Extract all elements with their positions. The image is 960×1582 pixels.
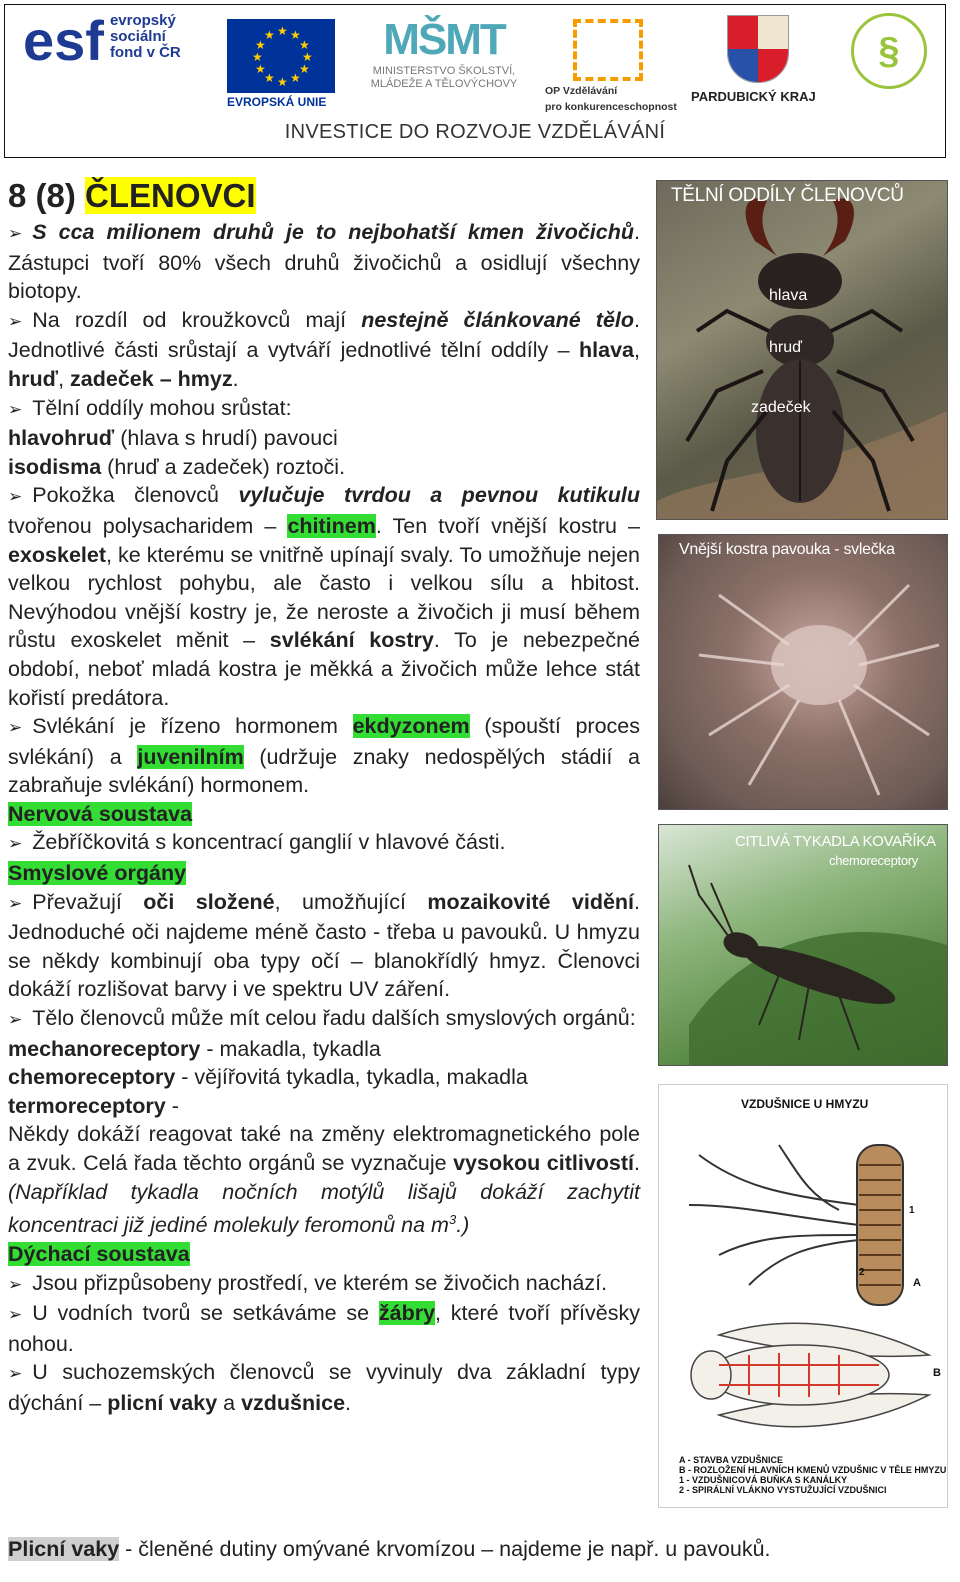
highlighted-term: chitinem [287,513,376,538]
spider-caption: Vnější kostra pavouka - svlečka [679,541,895,558]
paragraph [8,218,640,306]
seal-icon: § [851,13,927,89]
section-heading [8,800,640,829]
arrow-bullet-icon: ➢ [8,893,23,913]
svg-text:★: ★ [252,50,263,64]
beetle-label-abdomen: zadeček [751,399,811,416]
msmt-logo-text-1: MINISTERSTVO ŠKOLSTVÍ, [372,65,516,77]
bold-text: oči složené [143,889,275,914]
op-logo-text-2: pro konkurenceschopnost [545,101,677,113]
paragraph [8,1269,640,1300]
svg-text:★: ★ [290,71,301,85]
beetle-label-thorax: hruď [769,339,802,356]
svg-text:★: ★ [299,62,310,76]
text: Pokožka členovců [32,483,239,508]
paragraph [8,828,640,859]
arrow-bullet-icon: ➢ [8,834,23,854]
svg-text:★: ★ [290,28,301,42]
paragraph [8,888,640,1004]
text: , [634,338,640,363]
trachea-marker-b: B [933,1367,941,1379]
paragraph [8,424,640,453]
svg-text:★: ★ [302,50,313,64]
trachea-marker-2: 2 [859,1267,865,1278]
trachea-marker-a: A [913,1277,921,1289]
text: . Ten tvoří vnější kostru – [375,513,640,538]
bold-text: hlava [579,338,635,363]
title-prefix: 8 (8) [8,177,86,214]
eu-logo-text: EVROPSKÁ UNIE [227,95,327,109]
bold-text: hlavohruď [8,426,115,451]
spider-illustration [659,535,947,809]
text: (hlava s hrudí) pavouci [114,426,338,451]
trachea-caption: VZDUŠNICE U HMYZU [741,1097,869,1111]
section-heading [8,1240,640,1269]
text: - [165,1093,179,1118]
svg-text:★: ★ [277,75,288,89]
emph-text: nestejně článkované tělo [361,307,635,332]
highlighted-term: juvenilním [137,744,244,769]
trachea-legend-item: 1 - VZDUŠNICOVÁ BUŇKA S KANÁLKY [679,1475,848,1485]
msmt-logo [349,15,539,91]
italic-text: (Například tykadla nočních motýlů lišajů dokáží zachytit koncentraci již jediné molekuly feromonů na m [8,1179,640,1238]
section-heading-text: Nervová soustava [8,801,193,826]
emph-text: vylučuje tvrdou a pevnou kutikulu [238,483,640,508]
text: . Jednoduché oči najdeme méně často - třeba u pavouků. U hmyzu se někdy kombinují oba typy očí – blanokřídlý hmyz. Členovci dokáží rozlišovat barvy i ve spektru UV záření. [8,889,640,1002]
section-heading-text: Smyslové orgány [8,861,187,886]
text: (udržuje znaky nedospělých stádií a zabraňuje svlékání) hormonem. [8,744,641,798]
esf-logo-text-3: fond v ČR [109,44,181,61]
bold-text: termoreceptory [8,1093,166,1118]
click-beetle-photo [658,824,948,1066]
text: . [232,366,239,391]
paragraph [8,1063,640,1092]
logo-row [5,5,945,117]
highlighted-term: žábry [378,1301,436,1326]
svg-text:★: ★ [277,24,288,38]
section-heading [8,859,640,888]
superscript: 3 [448,1212,457,1228]
beetle-illustration [657,181,947,519]
arrow-bullet-icon: ➢ [8,1010,23,1030]
text: Tělo členovců může mít celou řadu dalších smyslových orgánů: [32,1006,636,1031]
bold-text: svlékání kostry [269,628,434,653]
paragraph [8,394,640,425]
crest-icon [727,15,789,83]
paragraph [8,1092,640,1121]
beetle-label-head: hlava [769,287,808,304]
trachea-legend-item: A - STAVBA VZDUŠNICE [679,1455,784,1465]
text: U suchozemských členovců se vyvinuly dva základní typy dýchání – [8,1360,640,1415]
bold-text: zadeček – hmyz [70,366,233,391]
paragraph [8,481,640,712]
arrow-bullet-icon: ➢ [8,1274,23,1294]
section-heading-text: Dýchací soustava [8,1241,190,1266]
msmt-logo-mark: MŠMT [383,15,505,64]
esf-logo-text-1: evropský [109,12,176,29]
arrow-bullet-icon: ➢ [8,224,23,243]
title-highlight: ČLENOVCI [85,177,256,214]
seal-logo [851,13,927,89]
text: Svlékání je řízeno hormonem [32,714,353,739]
paragraph [8,712,640,800]
text: . [345,1390,352,1415]
paragraph [8,453,640,482]
trachea-legend-item: B - ROZLOŽENÍ HLAVNÍCH KMENŮ VZDUŠNIC V TĚLE HMYZU [679,1465,947,1475]
bold-text: mozaikovité vidění [427,889,635,914]
svg-text:★: ★ [255,38,266,52]
trachea-diagram [658,1084,948,1508]
text: Někdy dokáží reagovat také na změny elektromagnetického pole a zvuk. Celá řada těchto orgánů se vyznačuje [8,1122,640,1175]
bold-text: plicní vaky [107,1390,218,1415]
arrow-bullet-icon: ➢ [8,311,23,331]
eu-logo [227,19,335,109]
msmt-logo-text-2: MLÁDEŽE A TĚLOVÝCHOVY [370,78,518,90]
bold-text: vzdušnice [241,1390,346,1415]
paragraph [8,1120,640,1240]
bold-text: exoskelet [8,542,107,567]
text: , ke kterému se vnitřně upínají svaly. To umožňuje nejen velkou rychlost pohybu, ale často i velkou sílu a hbitost. Nevýhodou vnější kostry je, že neroste a živočich ji musí během růstu exoskelet měnit – [8,542,640,653]
text: Na rozdíl od kroužkovců mají [32,307,362,332]
highlighted-term: Plicní vaky [8,1537,120,1561]
header-logo-bar [4,4,946,158]
text: - vějířovitá tykadla, tykadla, makadla [175,1065,528,1090]
text: Jsou přizpůsobeny prostředí, ve kterém se živočich nachází. [32,1270,608,1295]
pk-logo-text: PARDUBICKÝ KRAJ [691,89,816,104]
main-text [8,176,640,1418]
bold-text: hruď [8,366,59,391]
svg-text:★: ★ [255,62,266,76]
text: a [217,1390,242,1415]
text: (spouští proces svlékání) a [8,714,640,769]
emph-text: S cca milionem druhů je to nejbohatší kmen živočichů [32,220,635,244]
bold-text: chemoreceptory [8,1065,176,1090]
page-title [8,176,640,216]
eu-flag-icon [227,19,335,93]
text: , [58,366,71,391]
text: - členěné dutiny omývané krvomízou – najdeme je např. u pavouků. [119,1537,771,1561]
text: Žebříčkovitá s koncentrací ganglií v hlavové části. [32,830,506,855]
paragraph [8,1358,640,1417]
text: . [634,1151,640,1175]
arrow-bullet-icon: ➢ [8,399,23,419]
highlighted-term: ekdyzonem [352,714,470,739]
bold-text: mechanoreceptory [8,1036,201,1061]
pardubicky-kraj-logo [691,15,816,104]
arrow-bullet-icon: ➢ [8,1305,23,1325]
italic-text: .) [456,1213,470,1238]
op-logo-text-1: OP Vzdělávání [545,85,618,97]
arrow-bullet-icon: ➢ [8,1364,23,1384]
paragraph [8,1035,640,1064]
trachea-legend-item: 2 - SPIRÁLNÍ VLÁKNO VYSTUŽUJÍCÍ VZDUŠNICI [679,1485,887,1495]
esf-logo-mark: esf [23,9,104,72]
paragraph [8,306,640,394]
arrow-bullet-icon: ➢ [8,718,23,738]
text: U vodních tvorů se setkáváme se [32,1301,379,1326]
trachea-illustration [659,1085,947,1507]
text: - makadla, tykadla [200,1036,381,1061]
text: Převažují [32,889,144,914]
spider-photo [658,534,948,810]
trachea-legend [679,1455,946,1495]
text: , umožňující [274,889,428,914]
text: Tělní oddíly mohou srůstat: [32,395,292,420]
op-logo-mark [573,19,643,81]
svg-text:★: ★ [264,71,275,85]
text: . To je nebezpečné období, neboť mladá kostra je měkká a živočich může lehce stát kořistí predátora. [8,628,640,710]
beetle-caption: TĚLNÍ ODDÍLY ČLENOVCŮ [671,185,904,206]
esf-logo [23,9,181,72]
svg-text:★: ★ [264,28,275,42]
text: tvořenou polysacharidem – [8,513,288,538]
paragraph [8,1299,640,1358]
esf-logo-text-2: sociální [109,28,166,45]
bold-text: isodisma [8,454,102,479]
op-logo [545,19,677,113]
text: . Jednotlivé části srůstají a vytváří jednotlivé tělní oddíly – [8,307,641,363]
text: , které tvoří přívěsky nohou. [8,1301,640,1356]
trachea-marker-1: 1 [909,1205,915,1216]
bold-text: vysokou citlivostí [453,1151,635,1175]
click-beetle-subcaption: chemoreceptory [829,853,919,868]
paragraph [8,1004,640,1035]
svg-text:★: ★ [299,38,310,52]
final-line [8,1535,958,1563]
text: . Zástupci tvoří 80% všech druhů živočichů a osidlují všechny biotopy. [8,220,640,304]
banner-text: INVESTICE DO ROZVOJE VZDĚLÁVÁNÍ [284,121,666,143]
text: (hruď a zadeček) roztoči. [101,454,346,479]
click-beetle-caption: CITLIVÁ TYKADLA KOVAŘÍKA [735,833,936,850]
beetle-photo [656,180,948,520]
arrow-bullet-icon: ➢ [8,487,23,507]
